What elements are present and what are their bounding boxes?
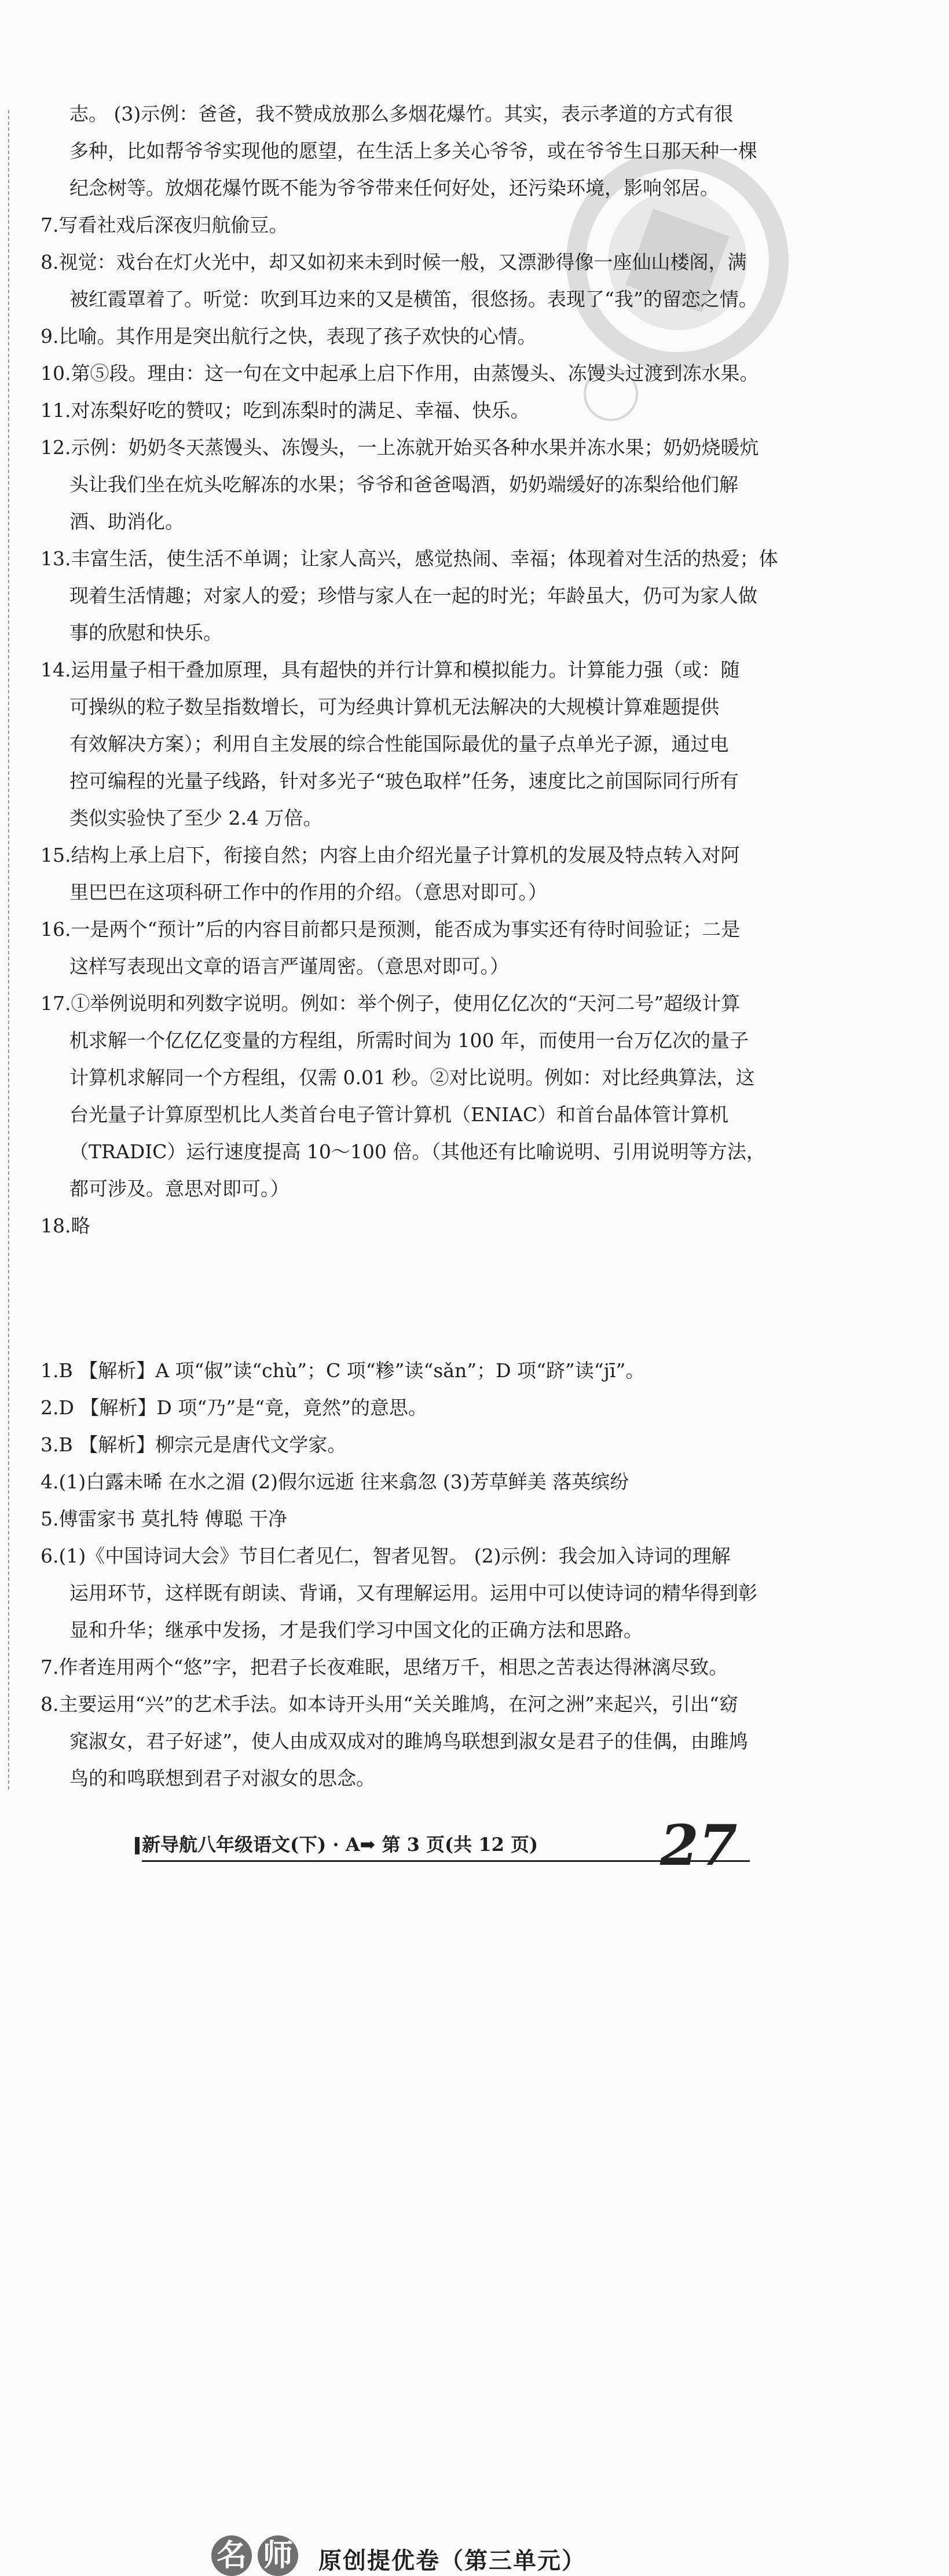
answer-line: 10.第⑤段。理由：这一句在文中起承上启下作用，由蒸馒头、冻馒头过渡到冻水果。 bbox=[41, 362, 759, 385]
answer-line: 计算机求解同一个方程组，仅需 0.01 秒。②对比说明。例如：对比经典算法，这 bbox=[69, 1066, 755, 1089]
answer-line: 2.D 【解析】D 项“乃”是“竟，竟然”的意思。 bbox=[41, 1396, 427, 1419]
answer-line: 13.丰富生活，使生活不单调；让家人高兴，感觉热闹、幸福；体现着对生活的热爱；体 bbox=[41, 547, 778, 570]
answer-line: 4.(1)白露未晞 在水之湄 (2)假尔远逝 往来翕忽 (3)芳草鲜美 落英缤纷 bbox=[41, 1470, 629, 1493]
answer-line: 15.结构上承上启下，衔接自然；内容上由介绍光量子计算机的发展及特点转入对阿 bbox=[41, 844, 740, 866]
answer-line: 都可涉及。意思对即可。） bbox=[69, 1177, 290, 1200]
section-title: 原创提优卷（第三单元） bbox=[318, 2547, 586, 2574]
answer-line: 事的欣慰和快乐。 bbox=[69, 621, 222, 644]
answer-line: 现着生活情趣；对家人的爱；珍惜与家人在一起的时光；年龄虽大，仍可为家人做 bbox=[69, 584, 757, 607]
answer-line: 鸟的和鸣联想到君子对淑女的思念。 bbox=[69, 1767, 375, 1790]
answer-line: 8.主要运用“兴”的艺术手法。如本诗开头用“关关雎鸠，在河之洲”来起兴，引出“窈 bbox=[41, 1693, 738, 1715]
page-footer bbox=[142, 1824, 698, 1871]
answer-line: 7.写看社戏后深夜归航偷豆。 bbox=[41, 214, 288, 236]
answer-line: 纪念树等。放烟花爆竹既不能为爷爷带来任何好处，还污染环境，影响邻居。 bbox=[69, 177, 719, 199]
answer-line: 有效解决方案）；利用自主发展的综合性能国际最优的量子点单光子源，通过电 bbox=[69, 733, 729, 755]
answer-line: 6.(1)《中国诗词大会》节目仁者见仁，智者见智。 (2)示例：我会加入诗词的理解 bbox=[41, 1545, 731, 1567]
binding-margin-line bbox=[8, 110, 9, 1790]
answer-line: 控可编程的光量子线路，针对多光子“玻色取样”任务，速度比之前国际同行所有 bbox=[69, 770, 739, 792]
seal-char-ming: 名 bbox=[211, 2535, 252, 2576]
answer-line: 1.B 【解析】A 项“俶”读“chù”；C 项“糁”读“sǎn”；D 项“跻”读“jī”。 bbox=[41, 1359, 645, 1382]
seal-char-shi: 师 bbox=[258, 2535, 298, 2576]
answer-line: 机求解一个亿亿亿变量的方程组，所需时间为 100 年，而使用一台万亿次的量子 bbox=[69, 1029, 749, 1052]
footer-left-mark bbox=[135, 1837, 140, 1854]
answer-line: 5.傅雷家书 莫扎特 傅聪 干净 bbox=[41, 1507, 287, 1530]
answer-line: （TRADIC）运行速度提高 10～100 倍。（其他还有比喻说明、引用说明等方法， bbox=[69, 1140, 765, 1163]
footer-rule bbox=[142, 1860, 750, 1862]
answer-line: 17.①举例说明和列数字说明。例如：举个例子，使用亿亿次的“天河二号”超级计算 bbox=[41, 992, 741, 1015]
answer-line: 类似实验快了至少 2.4 万倍。 bbox=[69, 807, 323, 829]
answer-line: 里巴巴在这项科研工作中的作用的介绍。（意思对即可。） bbox=[69, 881, 547, 903]
page-number: 27 bbox=[660, 1813, 738, 1878]
answer-line: 3.B 【解析】柳宗元是唐代文学家。 bbox=[41, 1433, 347, 1456]
answer-line: 16.一是两个“预计”后的内容目前都只是预测，能否成为事实还有待时间验证；二是 bbox=[41, 918, 741, 941]
answer-line: 多种，比如帮爷爷实现他的愿望，在生活上多关心爷爷，或在爷爷生日那天种一棵 bbox=[69, 140, 757, 162]
answer-line: 11.对冻梨好吃的赞叹；吃到冻梨时的满足、幸福、快乐。 bbox=[41, 399, 530, 422]
answer-line: 可操纵的粒子数呈指数增长，可为经典计算机无法解决的大规模计算难题提供 bbox=[69, 696, 719, 718]
answer-line: 这样写表现出文章的语言严谨周密。（意思对即可。） bbox=[69, 955, 509, 978]
answer-line: 被红霞罩着了。听觉：吹到耳边来的又是横笛，很悠扬。表现了“我”的留恋之情。 bbox=[69, 288, 758, 310]
answer-line: 志。 (3)示例：爸爸，我不赞成放那么多烟花爆竹。其实，表示孝道的方式有很 bbox=[69, 103, 734, 125]
answer-line: 18.略 bbox=[41, 1214, 90, 1237]
answer-line: 12.示例：奶奶冬天蒸馒头、冻馒头，一上冻就开始买各种水果并冻水果；奶奶烧暖炕 bbox=[41, 436, 759, 459]
answer-line: 运用环节，这样既有朗读、背诵，又有理解运用。运用中可以使诗词的精华得到彰 bbox=[69, 1582, 757, 1604]
answer-line: 14.运用量子相干叠加原理，具有超快的并行计算和模拟能力。计算能力强（或：随 bbox=[41, 658, 740, 681]
footer-text: 新导航八年级语文(下) · A➡ 第 3 页(共 12 页) bbox=[142, 1834, 538, 1856]
answer-line: 酒、助消化。 bbox=[69, 510, 184, 533]
answer-line: 窕淑女，君子好逑”，使人由成双成对的雎鸠鸟联想到淑女是君子的佳偶，由雎鸠 bbox=[69, 1730, 748, 1752]
answer-line: 头让我们坐在炕头吃解冻的水果；爷爷和爸爸喝酒，奶奶端缓好的冻梨给他们解 bbox=[69, 473, 738, 496]
answer-line: 台光量子计算原型机比人类首台电子管计算机（ENIAC）和首台晶体管计算机 bbox=[69, 1103, 729, 1126]
answer-line: 9.比喻。其作用是突出航行之快，表现了孩子欢快的心情。 bbox=[41, 325, 537, 347]
answer-line: 显和升华；继承中发扬，才是我们学习中国文化的正确方法和思路。 bbox=[69, 1619, 643, 1641]
answer-line: 8.视觉：戏台在灯火光中，却又如初来未到时候一般，又漂渺得像一座仙山楼阁，满 bbox=[41, 251, 747, 273]
answer-list-part2 bbox=[41, 1352, 793, 1797]
answer-line: 7.作者连用两个“悠”字，把君子长夜难眠，思绪万千，相思之苦表达得淋漓尽致。 bbox=[41, 1656, 728, 1678]
answer-list-part1 bbox=[41, 96, 793, 1245]
